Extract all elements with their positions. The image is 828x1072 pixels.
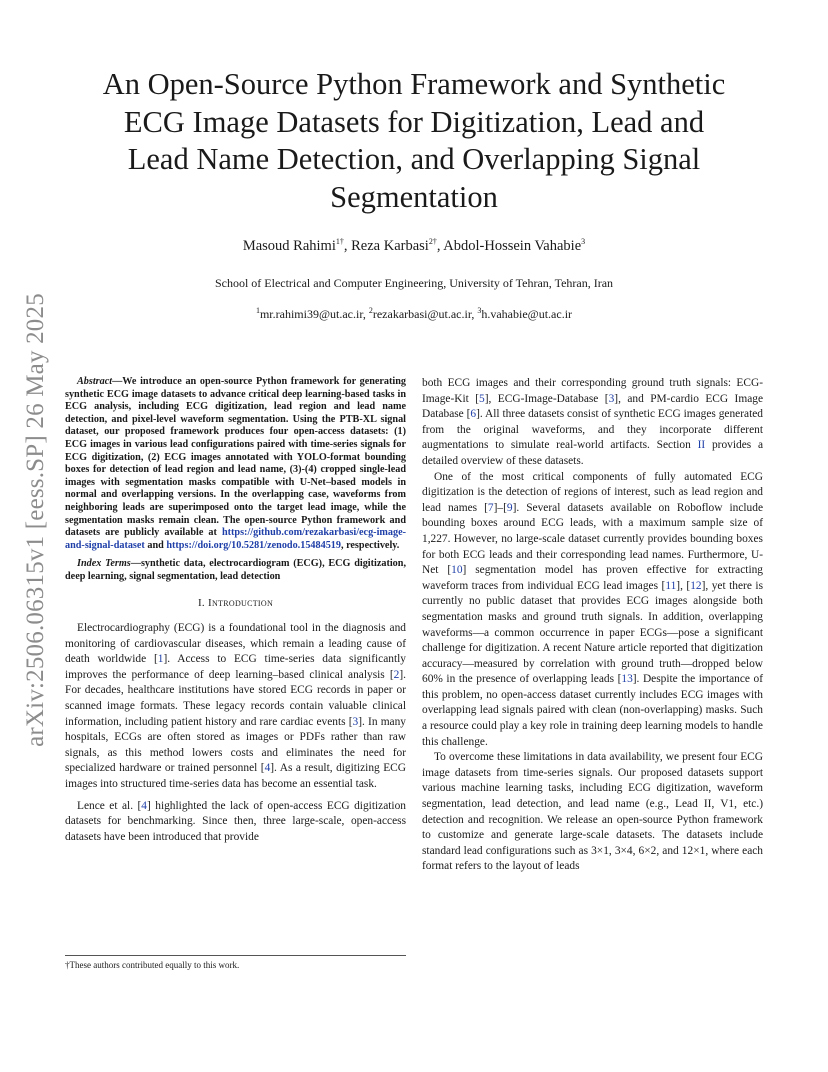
citation-link[interactable]: 4 <box>264 762 271 775</box>
abstract <box>65 376 406 552</box>
author-name: Reza Karbasi <box>351 238 429 254</box>
title-line: Segmentation <box>330 179 498 214</box>
text: both ECG images and their corresponding ground truth signals: ECG-Image-Kit [ <box>422 377 763 405</box>
citation-link[interactable]: 6 <box>470 408 477 421</box>
intro-paragraph <box>65 621 406 793</box>
citation-link[interactable]: 3 <box>352 715 359 728</box>
citation-link[interactable]: 5 <box>479 392 485 405</box>
author-mark: 2† <box>428 237 437 247</box>
section-link[interactable]: II <box>697 439 706 452</box>
author-list: Masoud Rahimi$^{1\dagger}$, Reza Karbasi$^{2\dagger}$, Abdol-Hossein Vahabie$^3$ <box>242 237 586 254</box>
text: provides a detailed overview of these datasets. <box>422 439 763 467</box>
citation-link[interactable]: 13 <box>621 673 633 686</box>
text: ]–[ <box>493 501 507 514</box>
email-link[interactable]: h.vahabie@ut.ac.ir <box>481 307 573 321</box>
abstract-text: , respectively. <box>340 539 400 551</box>
paper-title <box>60 66 768 216</box>
footnote-text: †These authors contributed equally to this work. <box>65 960 240 970</box>
text: Lence et al. [ <box>77 799 142 812</box>
citation-link[interactable]: 7 <box>487 501 494 514</box>
author-mark: 3 <box>581 237 586 247</box>
text: One of the most critical components of fully automated ECG digitization is the detection of regions of interest, such as lead region and lead names [ <box>422 470 763 514</box>
text: ], ECG-Image-Database [ <box>484 392 609 405</box>
section-numeral: I. <box>197 596 205 609</box>
body-paragraph <box>422 750 763 875</box>
index-terms-label: Index Terms <box>77 558 131 570</box>
section-heading <box>65 596 406 612</box>
text: ]. Several datasets available on Roboflow include bounding boxes around ECG leads, with a maximum sample size of 1,227. However, no large-scale dataset currently provides bounding boxes for both ECG leads and their corresponding lead names. Furthermore, U-Net [ <box>422 501 764 577</box>
text: ]. As a result, digitizing ECG images into structured time-series data has become an essential task. <box>65 762 406 791</box>
text: ]. Access to ECG time-series data significantly improves the performance of deep learning–based clinical analysis [ <box>65 653 407 681</box>
section-title: Introduction <box>208 596 274 609</box>
right-column <box>422 376 763 875</box>
author-name: Masoud Rahimi <box>242 238 336 254</box>
citation-link[interactable]: 3 <box>608 392 615 405</box>
citation-link[interactable]: 9 <box>506 501 513 514</box>
intro-paragraph <box>65 799 406 846</box>
citation-link[interactable]: 1 <box>157 653 164 666</box>
email-mark: 3 <box>477 306 482 315</box>
zenodo-link[interactable]: https://doi.org/10.5281/zenodo.15484519 <box>166 539 341 551</box>
title-line: An Open-Source Python Framework and Synthetic <box>102 67 726 101</box>
text: ], [ <box>676 579 691 592</box>
text: ], and PM-cardio ECG Image Database [ <box>422 392 764 421</box>
email-link[interactable]: rezakarbasi@ut.ac.ir <box>372 307 472 321</box>
text: ]. Despite the importance of this problem, no open-access dataset currently includes ECG images with overlapping lead signals paired with clean (non-overlapping) masks. Such a resource could play a key role in training deep learning models to handle this challenge. <box>422 673 763 748</box>
text: Electrocardiography (ECG) is a foundational tool in the diagnosis and monitoring of cardiovascular diseases, which remain a leading cause of death worldwide [ <box>65 622 406 666</box>
body-paragraph <box>422 470 763 751</box>
author-name: Abdol-Hossein Vahabie <box>443 238 582 254</box>
email-link[interactable]: mr.rahimi39@ut.ac.ir <box>259 307 363 321</box>
abstract-text: and <box>144 539 167 551</box>
text: ], yet there is currently no public dataset that provides ECG images alongside both segmentation masks and ground truth signals. In addition, overlapping waveforms—a common occurrence in paper ECGs—pose a significant challenge for digitization. A recent Nature article reported that digitization accuracy—measured by correlation with ground truth—dropped below 60% in the presence of overlapping leads [ <box>422 579 763 686</box>
text: ]. In many hospitals, ECGs are often stored as images or PDFs rather than raw signals, as this method lowers costs and eliminates the need for specialized hardware or trained personnel [ <box>65 715 406 775</box>
citation-link[interactable]: 4 <box>141 799 147 812</box>
footnote <box>65 955 406 970</box>
affiliation: School of Electrical and Computer Engineering, University of Tehran, Tehran, Iran <box>214 276 614 290</box>
text: To overcome these limitations in data availability, we present four ECG image datasets from time-series signals. Our proposed datasets support various machine learning tasks, including ECG digitization, waveform segmentation, lead detection, and lead name (e.g., Lead II, V1, etc.) detection and recognition. We release an open-source Python framework to customize and generate large-scale datasets. The datasets include standard lead configurations such as 3×1, 3×4, 6×2, and 12×1, where each format refers to the layout of leads <box>422 751 763 873</box>
author-mark: 1† <box>335 237 344 247</box>
email-mark: 1 <box>255 306 260 315</box>
title-line: ECG Image Datasets for Digitization, Lead and <box>123 104 705 139</box>
citation-link[interactable]: 10 <box>451 564 463 577</box>
text: ]. All three datasets consist of synthetic ECG images generated from the original waveforms, and they incorporate different augmentations to simulate real-world artifacts. Section <box>422 408 763 452</box>
text: ]. For decades, healthcare institutions have stored ECG records in paper or scanned image formats. These legacy records contain valuable clinical information, including patient history and rare cardiac events [ <box>65 668 406 728</box>
email-list: $^1$mr.rahimi39@ut.ac.ir, $^2$rezakarbasi@ut.ac.ir, $^3$h.vahabie@ut.ac.ir <box>255 306 573 321</box>
email-mark: 2 <box>368 306 373 315</box>
title-line: Lead Name Detection, and Overlapping Signal <box>127 142 701 176</box>
abstract-label: Abstract <box>77 376 113 387</box>
citation-link[interactable]: 2 <box>393 668 400 681</box>
text: ] segmentation model has proven effective for extracting waveform traces from individual ECG lead images [ <box>422 564 764 592</box>
github-link[interactable]: https://github.com/rezakarbasi/ecg-image-and-signal-dataset <box>65 527 406 551</box>
body-paragraph <box>422 376 763 470</box>
citation-link[interactable]: 12 <box>690 579 702 592</box>
text: ] highlighted the lack of open-access ECG digitization datasets for benchmarking. Since then, three large-scale, open-access datasets have been introduced that provide <box>65 799 406 843</box>
index-terms <box>65 558 406 583</box>
abstract-text: —We introduce an open-source Python framework for generating synthetic ECG image datasets to advance critical deep learning-based tasks in ECG analysis, including ECG digitization, lead region and lead name detection, and pixel-level waveform segmentation. Using the PTB-XL signal dataset, our proposed framework produces four open-access datasets: (1) ECG images in various lead configurations paired with time-series signals for ECG digitization, (2) ECG images annotated with YOLO-format bounding boxes for detection of lead region and lead name, (3)-(4) cropped single-lead images with segmentation masks compatible with U-Net–based models in normal and overlapping versions. In the overlapping case, waveforms from neighboring leads are superimposed onto the target lead image, while the segmentation masks remain clean. The open-source Python framework and datasets are publicly available at <box>65 376 406 539</box>
citation-link[interactable]: 11 <box>665 579 677 592</box>
arxiv-stamp: arXiv:2506.06315v1 [eess.SP] 26 May 2025 <box>22 293 49 747</box>
left-column <box>65 376 406 845</box>
index-terms-text: —synthetic data, electrocardiogram (ECG), ECG digitization, deep learning, signal segmentation, lead detection <box>65 558 406 582</box>
